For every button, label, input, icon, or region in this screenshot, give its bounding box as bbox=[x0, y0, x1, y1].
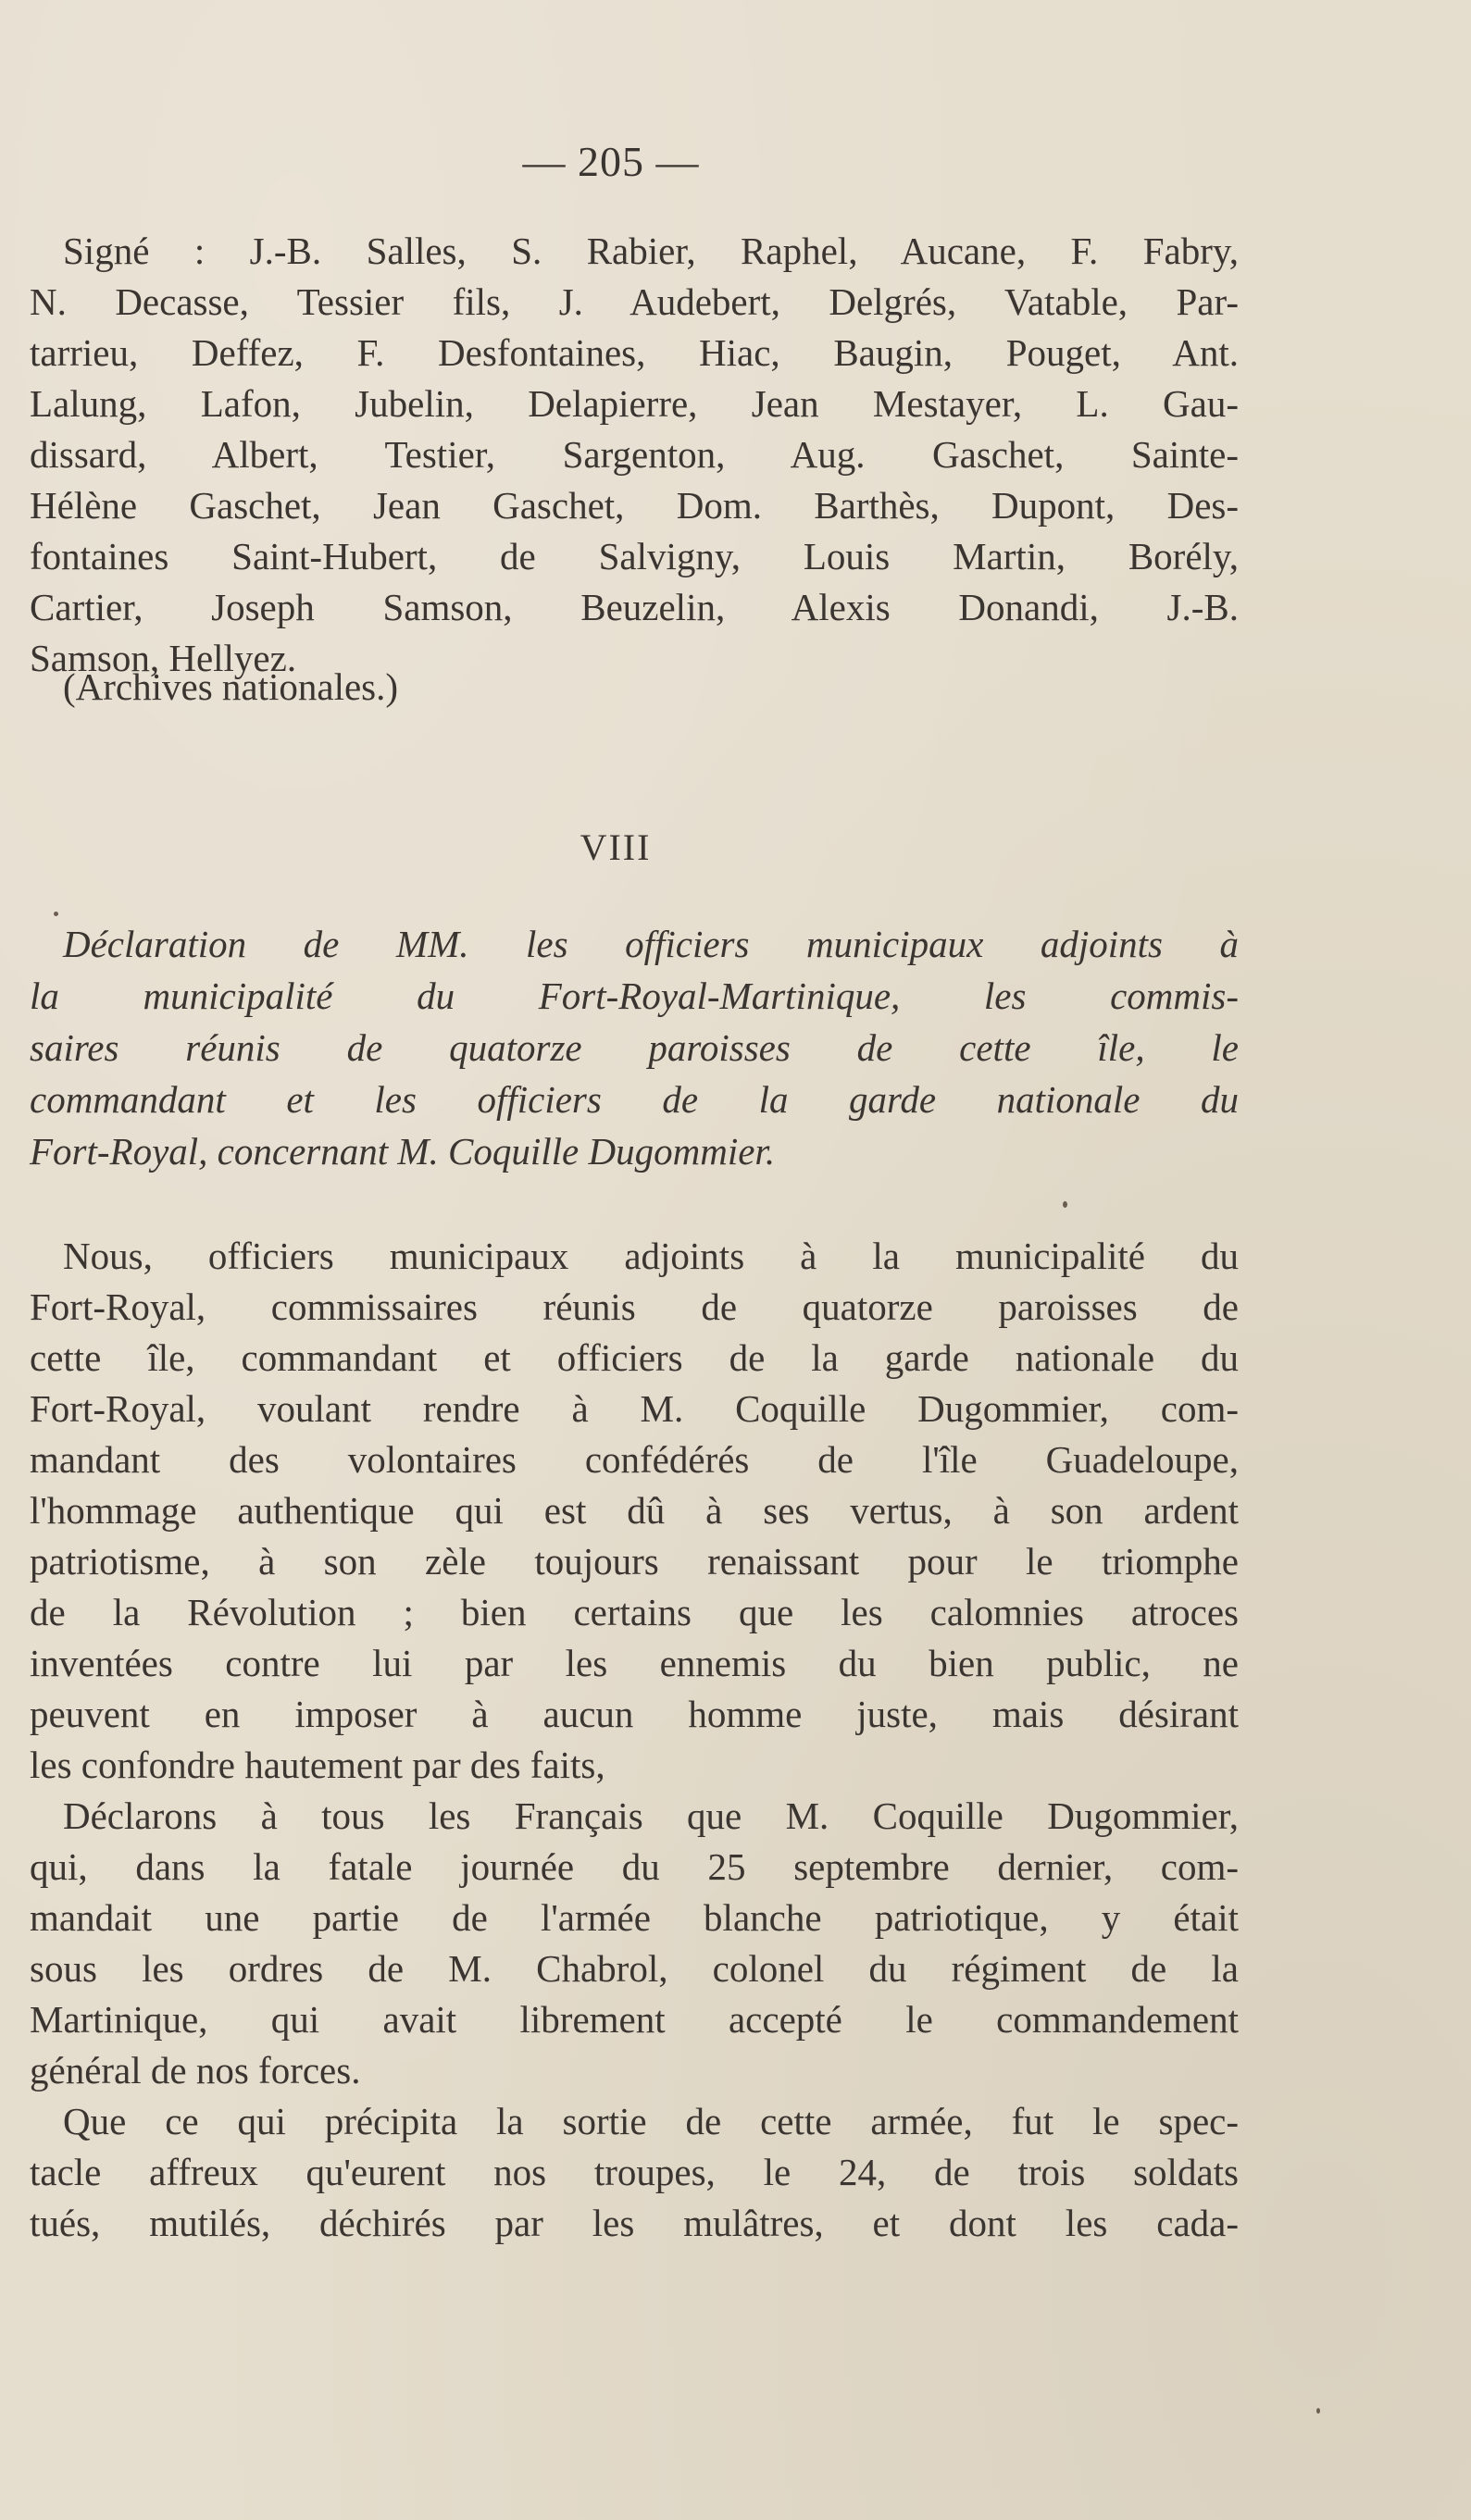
body-line: sous les ordres de M. Chabrol, colonel du régiment de la bbox=[30, 1947, 1239, 1990]
source-note-block bbox=[30, 662, 1239, 713]
body-line: Que ce qui précipita la sortie de cette armée, fut le spec- bbox=[63, 2100, 1239, 2142]
body-line: tacle affreux qu'eurent nos troupes, le 24, de trois soldats bbox=[30, 2151, 1239, 2193]
signatures-line: Samson, Hellyez. bbox=[30, 637, 297, 679]
section-number: VIII bbox=[580, 826, 652, 868]
body-line: mandant des volontaires confédérés de l'île Guadeloupe, bbox=[30, 1438, 1239, 1481]
body-line: qui, dans la fatale journée du 25 septembre dernier, com- bbox=[30, 1845, 1239, 1888]
title-line: saires réunis de quatorze paroisses de cette île, le bbox=[30, 1026, 1239, 1069]
paper-speck bbox=[1316, 2408, 1320, 2414]
body-line: général de nos forces. bbox=[30, 2049, 361, 2092]
title-line: commandant et les officiers de la garde nationale du bbox=[30, 1078, 1239, 1121]
page-number: — 205 — bbox=[522, 138, 700, 185]
body-line: Nous, officiers municipaux adjoints à la municipalité du bbox=[63, 1235, 1239, 1277]
body-line: l'hommage authentique qui est dû à ses vertus, à son ardent bbox=[30, 1489, 1239, 1532]
paper-speck bbox=[54, 912, 58, 916]
signatures-line: fontaines Saint-Hubert, de Salvigny, Louis Martin, Borély, bbox=[30, 535, 1239, 577]
body-line: Fort-Royal, commissaires réunis de quatorze paroisses de bbox=[30, 1285, 1239, 1328]
body-line: inventées contre lui par les ennemis du bien public, ne bbox=[30, 1642, 1239, 1684]
body-line: Martinique, qui avait librement accepté le commandement bbox=[30, 1998, 1239, 2041]
body-line: mandait une partie de l'armée blanche patriotique, y était bbox=[30, 1896, 1239, 1939]
signatures-line: tarrieu, Deffez, F. Desfontaines, Hiac, Baugin, Pouget, Ant. bbox=[30, 331, 1239, 374]
body-line: cette île, commandant et officiers de la garde nationale du bbox=[30, 1336, 1239, 1379]
body-line: les confondre hautement par des faits, bbox=[30, 1744, 605, 1786]
body-line: patriotisme, à son zèle toujours renaissant pour le triomphe bbox=[30, 1540, 1239, 1583]
signatures-line: Hélène Gaschet, Jean Gaschet, Dom. Barthès, Dupont, Des- bbox=[30, 484, 1239, 527]
signatures-paragraph bbox=[30, 226, 1239, 684]
body-text bbox=[30, 1231, 1239, 2249]
body-line: Fort-Royal, voulant rendre à M. Coquille Dugommier, com- bbox=[30, 1387, 1239, 1430]
body-line: tués, mutilés, déchirés par les mulâtres, et dont les cada- bbox=[30, 2202, 1239, 2244]
body-line: Déclarons à tous les Français que M. Coquille Dugommier, bbox=[63, 1794, 1239, 1837]
document-title bbox=[30, 918, 1239, 1177]
signatures-line: Lalung, Lafon, Jubelin, Delapierre, Jean Mestayer, L. Gau- bbox=[30, 382, 1239, 425]
body-line: de la Révolution ; bien certains que les calomnies atroces bbox=[30, 1591, 1239, 1633]
paper-speck bbox=[1063, 1201, 1067, 1208]
body-line: peuvent en imposer à aucun homme juste, mais désirant bbox=[30, 1693, 1239, 1735]
title-line: la municipalité du Fort-Royal-Martinique, les commis- bbox=[30, 974, 1239, 1017]
source-note: (Archives nationales.) bbox=[63, 665, 399, 708]
title-line: Déclaration de MM. les officiers municipaux adjoints à bbox=[63, 923, 1239, 965]
signatures-line: Cartier, Joseph Samson, Beuzelin, Alexis Donandi, J.-B. bbox=[30, 586, 1239, 628]
title-line: Fort-Royal, concernant M. Coquille Dugommier. bbox=[30, 1130, 776, 1173]
signatures-line: N. Decasse, Tessier fils, J. Audebert, Delgrés, Vatable, Par- bbox=[30, 280, 1239, 323]
signatures-line: Signé : J.-B. Salles, S. Rabier, Raphel, Aucane, F. Fabry, bbox=[63, 230, 1239, 272]
signatures-line: dissard, Albert, Testier, Sargenton, Aug. Gaschet, Sainte- bbox=[30, 433, 1239, 476]
